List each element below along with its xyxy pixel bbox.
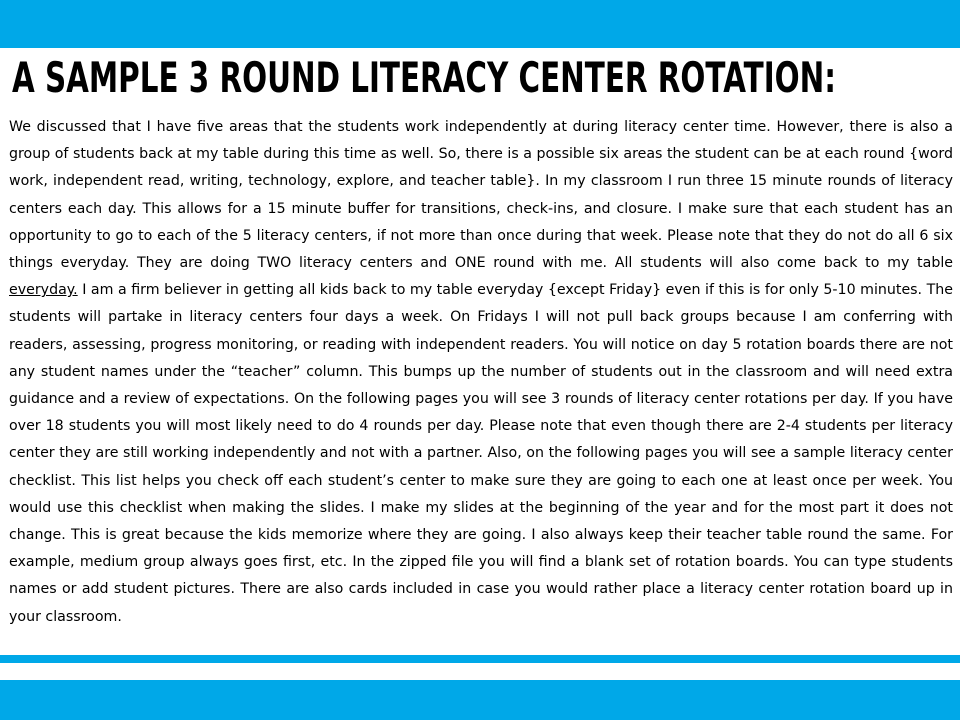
top-accent-bar	[0, 0, 960, 48]
bottom-accent-bar	[0, 680, 960, 720]
body-text-part-1: We discussed that I have five areas that the students work independently at during literacy center time. However, there is also a group of students back at my table during this time as well. So, there is a possible six areas the student can be at each round {word work, independent read, writing, technology, explore, and teacher table}. In my classroom I run three 15 minute rounds of literacy centers each day. This allows for a 15 minute buffer for transitions, check-ins, and closure. I make sure that each student has an opportunity to go to each of the 5 literacy centers, if not more than once during that week. Please note that they do not do all 6 six things everyday. They are doing TWO literacy centers and ONE round with me. All students will also come back to my table	[9, 119, 953, 272]
body-text-part-2: I am a firm believer in getting all kids back to my table everyday {except Friday} even if this is for only 5-10 minutes. The students will partake in literacy centers four days a week. On Fridays I will not pull back groups because I am conferring with readers, assessing, progress monitoring, or reading with independent readers. You will notice on day 5 rotation boards there are not any student names under the “teacher” column. This bumps up the number of students out in the classroom and will need extra guidance and a review of expectations. On the following pages you will see 3 rounds of literacy center rotations per day. If you have over 18 students you will most likely need to do 4 rounds per day. Please note that even though there are 2-4 students per literacy center they are still working independently and not with a partner. Also, on the following pages you will see a sample literacy center checklist. This list helps you check off each student’s center to make sure they are going to each one at least once per week. You would use this checklist when making the slides. I make my slides at the beginning of the year and for the most part it does not change. This is great because the kids memorize where they are going. I also always keep their teacher table round the same. For example, medium group always goes first, etc. In the zipped file you will find a blank set of rotation boards. You can type students names or add student pictures. There are also cards included in case you would rather place a literacy center rotation board up in your classroom.	[9, 282, 953, 625]
middle-accent-bar	[0, 655, 960, 663]
underlined-word: everyday.	[9, 282, 78, 299]
page-title: A SAMPLE 3 ROUND LITERACY CENTER ROTATION:	[12, 53, 837, 102]
body-paragraph	[9, 114, 953, 631]
